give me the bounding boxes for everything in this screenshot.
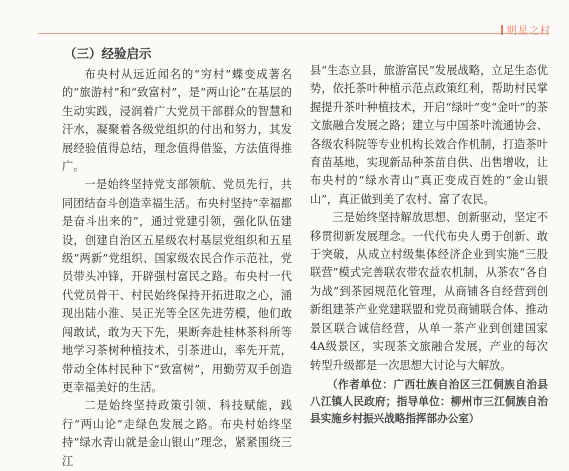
tag-bar-icon xyxy=(501,25,503,35)
column-tag-label: 明星之村 xyxy=(507,26,551,37)
section-title: （三）经验启示 xyxy=(64,46,152,61)
paragraph: 三是始终坚持解放思想、创新驱动，坚定不移贯彻新发展理念。一代代布央人勇于创新、敢于突破，从成立村级集体经济企业到实施“三股联营”模式完善联农带农益农机制，从茶农“各自为战”到茶园规范化管理，从商铺各自经营到创新组建茶产业党建联盟和党员商铺联合体、推动景区联合诚信经营，从单一茶产业到创建国家4A级景区，实现茶文旅融合发展，产业的每次转型升级都是一次思想大讨论与大解放。 xyxy=(310,211,548,372)
header-rule xyxy=(38,33,549,34)
column-tag xyxy=(501,22,551,37)
right-column xyxy=(310,62,548,428)
paragraph: 县“生态立县，旅游富民”发展战略，立足生态优势，依托茶叶种植示范点政策红利，帮助村民掌握提升茶叶种植技术，开启“绿叶”变“金叶”的茶文旅融合发展之路；建立与中国茶叶流通协会、各级农科院等专业机构长效合作机制，打造茶叶育苗基地，实现新品种茶苗自供、出售增收，让布央村的“绿水青山”真正变成百姓的“金山银山”，真正做到美了农村、富了农民。 xyxy=(310,64,548,206)
paragraph: 一是始终坚持党支部领航、党员先行，共同团结奋斗创造幸福生活。布央村坚持“幸福都是奋斗出来的”，通过党建引领，强化队伍建设，创建自治区五星级农村基层党组织和五星级“两新”党组织、国家级农民合作示范社，党员带头冲锋，开辟强村富民之路。布央村一代代党员骨干、村民始终保持开拓进取之心，涌现出陆小淮、吴正光等全区先进劳模，他们敢闯敢试，敢为天下先，果断奔赴桂林茶科所等地学习茶树种植技术，引茶进山，率先开荒，带动全体村民种下“致富树”，用勤劳双手创造更幸福美好的生活。 xyxy=(62,178,292,394)
page-header xyxy=(0,0,569,37)
left-column xyxy=(62,66,292,471)
paragraph: 二是始终坚持政策引领、科技赋能，践行“两山论”走绿色发展之路。布央村始终坚持“绿水青山就是金山银山”理念，紧紧围绕三江 xyxy=(62,399,292,468)
author-byline: （作者单位：广西壮族自治区三江侗族自治县八江镇人民政府；指导单位：柳州市三江侗族自治县实施乡村振兴战略指挥部办公室） xyxy=(310,378,548,425)
paragraph: 布央村从远近闻名的“穷村”蝶变成著名的“旅游村”和“致富村”，是“两山论”在基层的生动实践，浸润着广大党员干部群众的智慧和汗水，凝聚着各级党组织的付出和努力，其发展经验值得总结，理念值得借鉴，方法值得推广。 xyxy=(62,68,292,174)
